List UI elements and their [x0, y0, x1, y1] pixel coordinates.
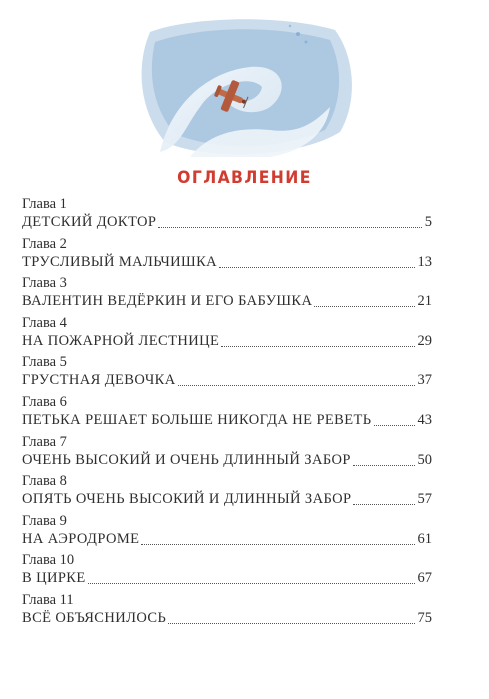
- page-number: 29: [417, 332, 432, 349]
- toc-entry-chapter-11[interactable]: [22, 592, 432, 632]
- toc-entry-chapter-3[interactable]: [22, 275, 432, 315]
- page-number: 13: [417, 253, 432, 270]
- dot-leader: [353, 465, 415, 466]
- chapter-label: Глава 2: [22, 235, 67, 252]
- table-of-contents: [22, 196, 432, 632]
- page-number: 75: [417, 609, 432, 626]
- dot-leader: [314, 306, 414, 307]
- toc-entry-chapter-10[interactable]: [22, 552, 432, 592]
- dot-leader: [219, 267, 414, 268]
- toc-entry-chapter-2[interactable]: [22, 236, 432, 276]
- toc-entry-chapter-8[interactable]: [22, 473, 432, 513]
- chapter-title: ПЕТЬКА РЕШАЕТ БОЛЬШЕ НИКОГДА НЕ РЕВЕТЬ: [22, 411, 372, 428]
- chapter-title: НА ПОЖАРНОЙ ЛЕСТНИЦЕ: [22, 332, 220, 349]
- page-number: 50: [417, 451, 432, 468]
- dot-leader: [141, 544, 414, 545]
- chapter-label: Глава 3: [22, 275, 67, 292]
- toc-entry-chapter-7[interactable]: [22, 434, 432, 474]
- chapter-title: ДЕТСКИЙ ДОКТОР: [22, 214, 157, 230]
- chapter-label: Глава 11: [22, 591, 74, 608]
- sky-watercolor: [130, 12, 360, 162]
- page-number: 43: [417, 411, 432, 428]
- page-number: 5: [424, 214, 432, 230]
- chapter-label: Глава 5: [22, 354, 67, 371]
- dot-leader: [178, 385, 415, 386]
- dot-leader: [221, 346, 414, 347]
- toc-entry-chapter-4[interactable]: [22, 315, 432, 355]
- toc-entry-chapter-5[interactable]: [22, 354, 432, 394]
- chapter-label: Глава 4: [22, 314, 67, 331]
- dot-leader: [168, 623, 414, 624]
- chapter-title: ОПЯТЬ ОЧЕНЬ ВЫСОКИЙ И ДЛИННЫЙ ЗАБОР: [22, 491, 352, 508]
- page-number: 67: [417, 570, 432, 587]
- chapter-title: ОЧЕНЬ ВЫСОКИЙ И ОЧЕНЬ ДЛИННЫЙ ЗАБОР: [22, 451, 351, 468]
- chapter-label: Глава 10: [22, 552, 75, 569]
- chapter-title: ВАЛЕНТИН ВЕДЁРКИН И ЕГО БАБУШКА: [22, 293, 313, 310]
- toc-entry-chapter-9[interactable]: [22, 513, 432, 553]
- chapter-label: Глава 9: [22, 512, 67, 529]
- page-number: 21: [417, 293, 432, 310]
- watercolor-illustration: [130, 12, 360, 162]
- dot-leader: [374, 425, 415, 426]
- chapter-title: ГРУСТНАЯ ДЕВОЧКА: [22, 372, 176, 389]
- chapter-label: Глава 8: [22, 473, 67, 490]
- dot-leader: [158, 227, 421, 228]
- chapter-title: НА АЭРОДРОМЕ: [22, 530, 140, 547]
- chapter-title: ТРУСЛИВЫЙ МАЛЬЧИШКА: [22, 253, 218, 270]
- toc-heading: ОГЛАВЛЕНИЕ: [177, 168, 312, 188]
- page-number: 57: [417, 491, 432, 508]
- chapter-title: ВСЁ ОБЪЯСНИЛОСЬ: [22, 609, 167, 626]
- dot-leader: [353, 504, 414, 505]
- chapter-label: Глава 6: [22, 393, 67, 410]
- dot-leader: [88, 583, 415, 584]
- toc-entry-chapter-6[interactable]: [22, 394, 432, 434]
- chapter-label: Глава 1: [22, 196, 67, 212]
- page-number: 61: [417, 530, 432, 547]
- chapter-title: В ЦИРКЕ: [22, 570, 86, 587]
- chapter-label: Глава 7: [22, 433, 67, 450]
- page-number: 37: [417, 372, 432, 389]
- toc-entry-chapter-1[interactable]: [22, 196, 432, 236]
